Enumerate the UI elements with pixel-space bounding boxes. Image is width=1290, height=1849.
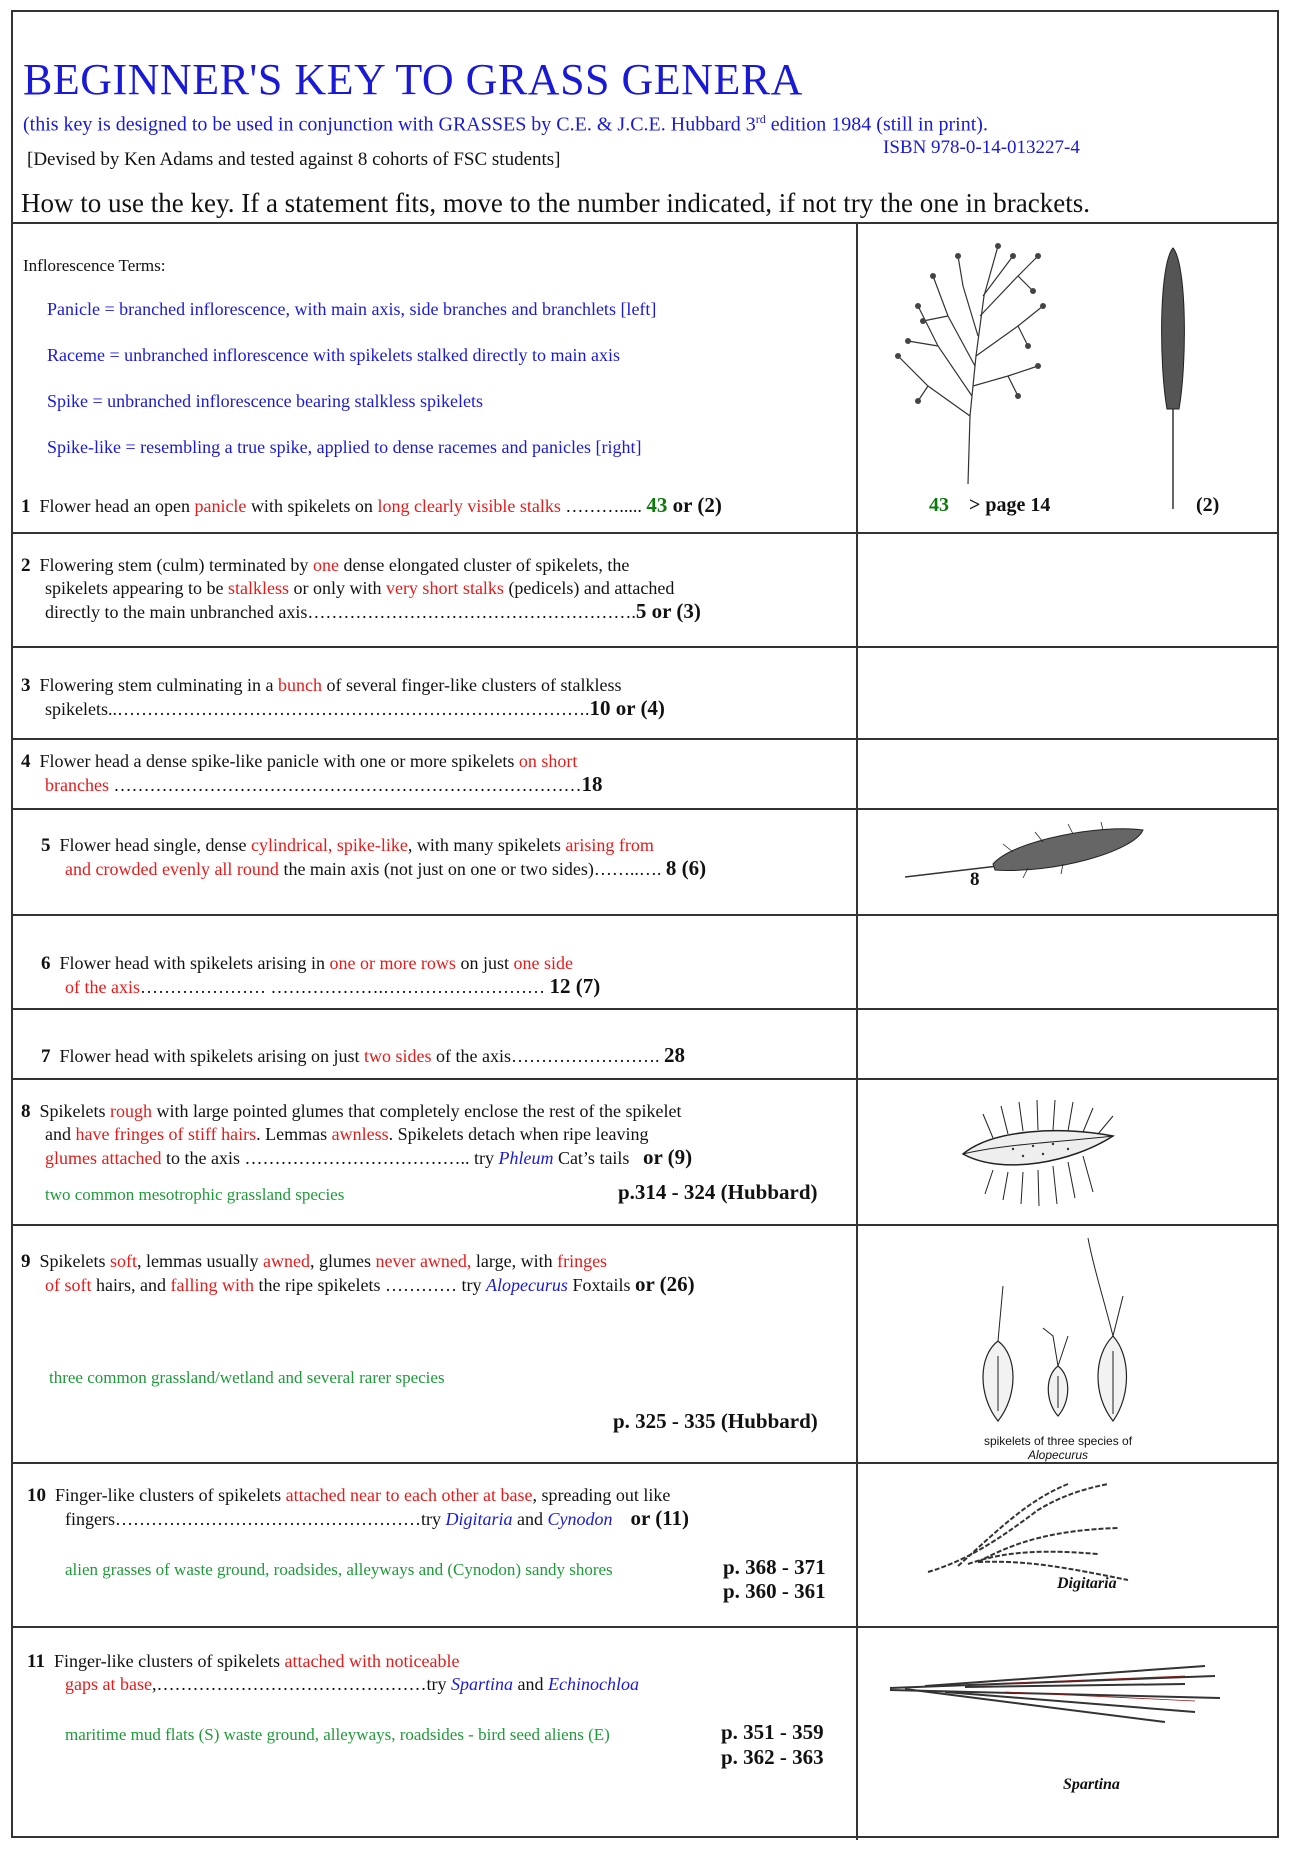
couplet-11-note: maritime mud flats (S) waste ground, alleyways, roadsides - bird seed aliens (E) — [65, 1725, 610, 1744]
header — [13, 12, 1277, 224]
img-goto-43: 43 — [929, 494, 949, 516]
couplet-5: 5 Flower head single, dense cylindrical, spike-like, with many spikelets arising from — [41, 835, 654, 856]
subtitle: (this key is designed to be used in conjunction with GRASSES by C.E. & J.C.E. Hubbard 3rd edition 1984 (still in print). — [23, 112, 988, 136]
devised-note: [Devised by Ken Adams and tested against 8 cohorts of FSC students] — [27, 149, 561, 170]
page-title: BEGINNER'S KEY TO GRASS GENERA — [23, 55, 803, 104]
couplet-8-note: two common mesotrophic grassland species — [45, 1185, 345, 1204]
spartina-label: Spartina — [1063, 1776, 1120, 1793]
couplet-3-row: 3 Flowering stem culminating in a bunch of several finger-like clusters of stalkless spikelets..…………………………………………………………………….10 or (4) — [13, 648, 1277, 740]
couplet-9-row: 9 Spikelets soft, lemmas usually awned, glumes never awned, large, with fringes of soft hairs, and falling with the ripe spikelets ………… try Alopecurus Foxtails or (26) three common grassland/wetland and several rarer species p. 325 - 335 (Hubbard) spikelets of three species of Alopecurus — [13, 1226, 1277, 1464]
term-panicle: Panicle = branched inflorescence, with main axis, side branches and branchlets [left] — [47, 299, 657, 319]
term-spike: Spike = unbranched inflorescence bearing stalkless spikelets — [47, 391, 484, 411]
isbn: ISBN 978-0-14-013227-4 — [883, 137, 1080, 158]
couplet-7-row — [13, 1010, 1277, 1080]
couplet-10-pages-1: p. 368 - 371 — [723, 1555, 826, 1579]
couplet-10-note: alien grasses of waste ground, roadsides, alleyways and (Cynodon) sandy shores — [65, 1560, 613, 1579]
couplet-2: 2 Flowering stem (culm) terminated by one dense elongated cluster of spikelets, the — [21, 555, 630, 576]
couplet-11-pages-1: p. 351 - 359 — [721, 1720, 824, 1744]
alopecurus-caption: spikelets of three species of — [983, 1434, 1133, 1448]
panicle-illustration — [888, 236, 1048, 486]
alopecurus-spikelets-illustration — [963, 1236, 1133, 1426]
img-label-8: 8 — [970, 869, 980, 890]
couplet-11: 11 Finger-like clusters of spikelets attached with noticeable — [27, 1651, 460, 1672]
spike-illustration — [903, 822, 1153, 887]
key-page — [11, 10, 1279, 1838]
couplet-9: 9 Spikelets soft, lemmas usually awned, glumes never awned, large, with fringes — [21, 1251, 608, 1272]
couplet-10-pages-2: p. 360 - 361 — [723, 1579, 826, 1603]
couplet-1-text-cell — [13, 222, 858, 532]
term-raceme: Raceme = unbranched inflorescence with spikelets stalked directly to main axis — [47, 345, 620, 365]
couplet-3: 3 Flowering stem culminating in a bunch of several finger-like clusters of stalkless — [21, 675, 622, 696]
couplet-7: 7 Flower head with spikelets arising on just two sides of the axis……………………. 28 — [41, 1043, 685, 1067]
couplet-10: 10 Finger-like clusters of spikelets attached near to each other at base, spreading out like — [27, 1485, 671, 1506]
couplet-4-row: 4 Flower head a dense spike-like panicle with one or more spikelets on short branches ……………………………………………………………………18 — [13, 740, 1277, 810]
couplet-11-pages-2: p. 362 - 363 — [721, 1745, 824, 1769]
phleum-spikelet-illustration — [953, 1094, 1123, 1214]
couplet-5-row: 5 Flower head single, dense cylindrical, spike-like, with many spikelets arising from and crowded evenly all round the main axis (not just on one or two sides)……..…. 8 (6) 8 — [13, 810, 1277, 916]
digitaria-label: Digitaria — [1057, 1575, 1117, 1592]
couplet-9-note: three common grassland/wetland and several rarer species — [49, 1368, 445, 1387]
couplet-8: 8 Spikelets rough with large pointed glumes that completely enclose the rest of the spikelet — [21, 1101, 682, 1122]
how-to-use: How to use the key. If a statement fits, move to the number indicated, if not try the one in brackets. — [21, 188, 1090, 218]
couplet-9-pages: p. 325 - 335 (Hubbard) — [613, 1409, 818, 1433]
spartina-illustration — [885, 1656, 1225, 1726]
couplet-2-row: 2 Flowering stem (culm) terminated by one dense elongated cluster of spikelets, the spikelets appearing to be stalkless or only with very short stalks (pedicels) and attached directly to the main unbranched axis……………………………………………….5 or (3) — [13, 534, 1277, 648]
spike-like-illustration — [1153, 244, 1193, 509]
alopecurus-caption-genus: Alopecurus — [1027, 1448, 1089, 1462]
couplet-6-row: 6 Flower head with spikelets arising in one or more rows on just one side of the axis………………… ……………….……………………… 12 (7) — [13, 916, 1277, 1010]
terms-heading: Inflorescence Terms: — [23, 256, 166, 275]
couplet-8-pages: p.314 - 324 (Hubbard) — [618, 1180, 818, 1204]
couplet-10-row: 10 Finger-like clusters of spikelets attached near to each other at base, spreading out like fingers……………………………………………try Digitaria and Cynodon or (11) alien grasses of waste ground, roadsides, alleyways and (Cynodon) sandy shores p. 368 - 371 p. 360 - 361 Digitaria — [13, 1464, 1277, 1628]
couplet-1-row — [13, 222, 1277, 534]
img-page-14: > page 14 — [969, 494, 1051, 516]
couplet-1: 1 Flower head an open panicle with spikelets on long clearly visible stalks ………..... 43 or (2) — [21, 493, 722, 517]
couplet-8-row: 8 Spikelets rough with large pointed glumes that completely enclose the rest of the spikelet and have fringes of stiff hairs. Lemmas awnless. Spikelets detach when ripe leaving glumes attached to the axis ……………………………….. try Phleum Cat’s tails or (9) two common mesotrophic grassland species p.314 - 324 (Hubbard) — [13, 1080, 1277, 1226]
couplet-11-row: 11 Finger-like clusters of spikelets attached with noticeable gaps at base,………………………………………try Spartina and Echinochloa maritime mud flats (S) waste ground, alleyways, roadsides - bird seed aliens (E) p. 351 - 359 p. 362 - 363 Spartina — [13, 1628, 1277, 1840]
couplet-4: 4 Flower head a dense spike-like panicle with one or more spikelets on short — [21, 751, 578, 772]
term-spike-like: Spike-like = resembling a true spike, applied to dense racemes and panicles [right] — [47, 437, 642, 457]
couplet-6: 6 Flower head with spikelets arising in one or more rows on just one side — [41, 953, 573, 974]
img-alt-2: (2) — [1196, 494, 1220, 516]
